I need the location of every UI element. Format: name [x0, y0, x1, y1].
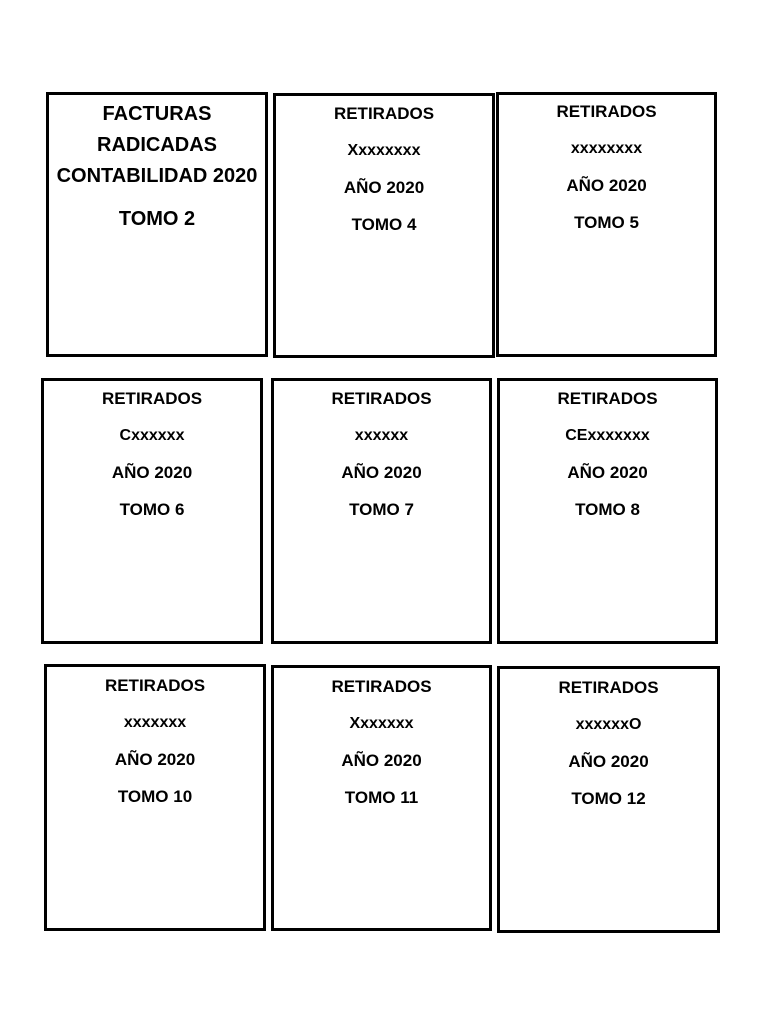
label-title-line: CONTABILIDAD 2020 [56, 165, 258, 187]
label-tomo-line: TOMO 8 [575, 500, 640, 519]
label-year-line: AÑO 2020 [114, 750, 196, 769]
label-tomo-line: TOMO 7 [349, 500, 414, 519]
label-title-line: RETIRADOS [556, 102, 657, 121]
label-tomo-line: TOMO 5 [574, 213, 639, 232]
label-tomo-10 [44, 664, 266, 931]
label-code-line: CExxxxxxx [565, 427, 650, 444]
label-title-line: RETIRADOS [557, 389, 658, 408]
label-tomo-6 [41, 378, 263, 644]
label-year-line: AÑO 2020 [566, 176, 647, 195]
label-tomo-8 [497, 378, 718, 644]
label-tomo-line: TOMO 12 [571, 789, 646, 808]
label-code-line: Xxxxxxx [349, 715, 414, 732]
label-code-line: xxxxxxO [575, 716, 642, 733]
label-year-line: AÑO 2020 [341, 751, 422, 770]
label-year-line: AÑO 2020 [341, 463, 422, 482]
label-tomo-line: TOMO 11 [344, 788, 419, 807]
label-title-line: FACTURAS [102, 103, 212, 125]
label-code-line: xxxxxx [354, 427, 409, 444]
label-tomo-5 [496, 92, 717, 357]
label-tomo-2 [46, 92, 268, 357]
label-title-line: RADICADAS [97, 134, 217, 156]
label-year-line: AÑO 2020 [111, 463, 193, 482]
label-year-line: AÑO 2020 [568, 752, 649, 771]
label-title-line: RETIRADOS [333, 104, 435, 123]
label-tomo-line: TOMO 4 [351, 215, 417, 234]
label-tomo-4 [273, 93, 495, 358]
label-code-line: xxxxxxxx [570, 140, 643, 157]
label-code-line: xxxxxxx [123, 714, 187, 731]
label-title-line: RETIRADOS [101, 389, 203, 408]
label-tomo-7 [271, 378, 492, 644]
label-tomo-11 [271, 665, 492, 931]
label-tomo-line: TOMO 2 [118, 208, 196, 230]
label-tomo-line: TOMO 10 [117, 787, 193, 806]
label-code-line: Xxxxxxxx [347, 142, 421, 159]
label-title-line: RETIRADOS [331, 677, 432, 696]
label-year-line: AÑO 2020 [343, 178, 425, 197]
label-tomo-line: TOMO 6 [119, 500, 185, 519]
label-title-line: RETIRADOS [331, 389, 432, 408]
label-year-line: AÑO 2020 [567, 463, 648, 482]
label-code-line: Cxxxxxx [119, 427, 185, 444]
label-title-line: RETIRADOS [104, 676, 206, 695]
label-tomo-12 [497, 666, 720, 933]
label-title-line: RETIRADOS [558, 678, 659, 697]
